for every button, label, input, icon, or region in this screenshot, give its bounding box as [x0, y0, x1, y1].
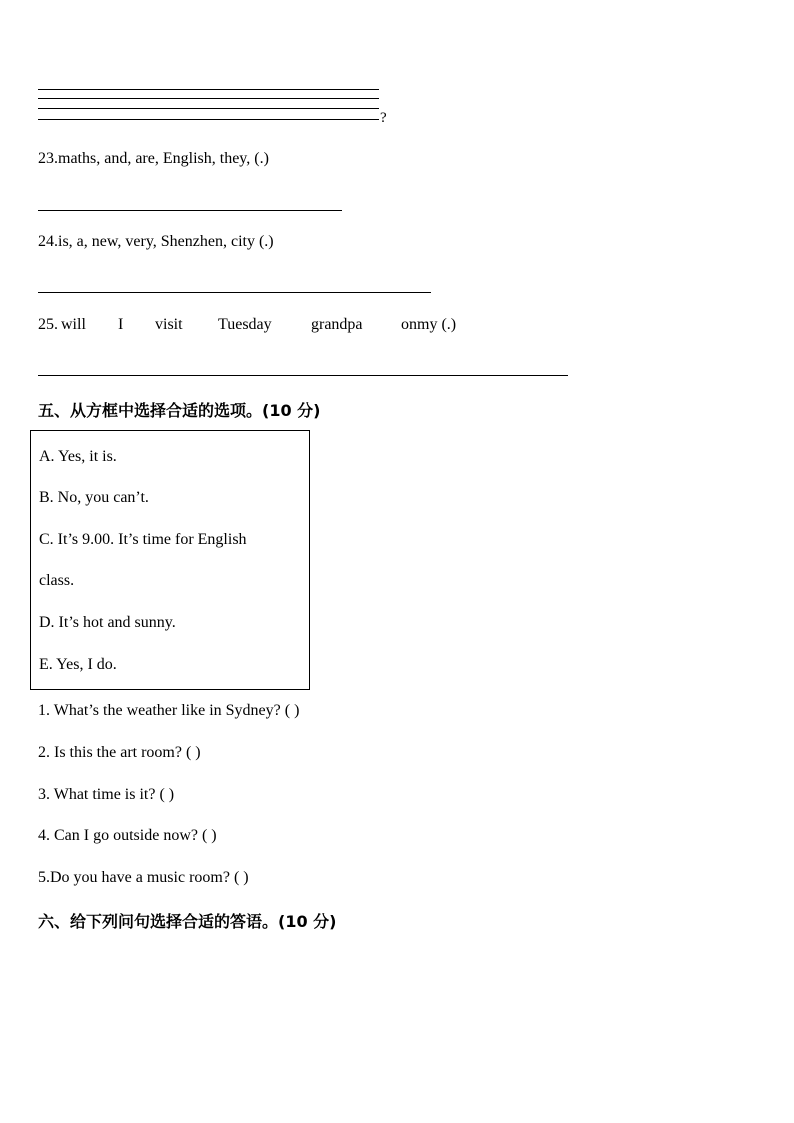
answer-line	[38, 210, 342, 211]
question-2: 2. Is this the art room? ( )	[38, 744, 201, 761]
question-23	[38, 150, 269, 168]
section-5-heading: 五、从方框中选择合适的选项。(10 分)	[38, 401, 321, 420]
answer-line	[38, 119, 379, 120]
answer-line	[38, 98, 379, 99]
word-card: onmy (.)	[401, 316, 457, 333]
question-text: maths, and, are, English, they, (.)	[58, 150, 269, 167]
option-b: B. No, you can’t.	[39, 489, 149, 506]
word-card: I	[118, 316, 124, 333]
word-card: grandpa	[311, 316, 363, 333]
question-mark: ?	[380, 110, 387, 126]
question-text: is, a, new, very, Shenzhen, city (.)	[58, 233, 274, 250]
option-a: A. Yes, it is.	[39, 448, 117, 465]
question-5: 5.Do you have a music room? ( )	[38, 869, 249, 886]
question-number: 23.	[38, 150, 58, 167]
question-4: 4. Can I go outside now? ( )	[38, 827, 217, 844]
answer-line	[38, 108, 379, 109]
answer-line	[38, 375, 568, 376]
section-6-heading: 六、给下列问句选择合适的答语。(10 分)	[38, 912, 337, 931]
options-box	[30, 430, 310, 690]
answer-line	[38, 292, 431, 293]
question-number: 25.	[38, 316, 58, 333]
question-24	[38, 233, 274, 251]
question-number: 24.	[38, 233, 58, 250]
question-1: 1. What’s the weather like in Sydney? ( )	[38, 702, 300, 719]
option-d: D. It’s hot and sunny.	[39, 614, 176, 631]
answer-line	[38, 89, 379, 90]
word-card: will	[61, 316, 86, 333]
option-e: E. Yes, I do.	[39, 656, 117, 673]
word-card: Tuesday	[218, 316, 272, 333]
option-c: C. It’s 9.00. It’s time for English	[39, 531, 247, 548]
question-3: 3. What time is it? ( )	[38, 786, 175, 803]
word-card: visit	[155, 316, 183, 333]
option-c-continued: class.	[39, 572, 75, 589]
